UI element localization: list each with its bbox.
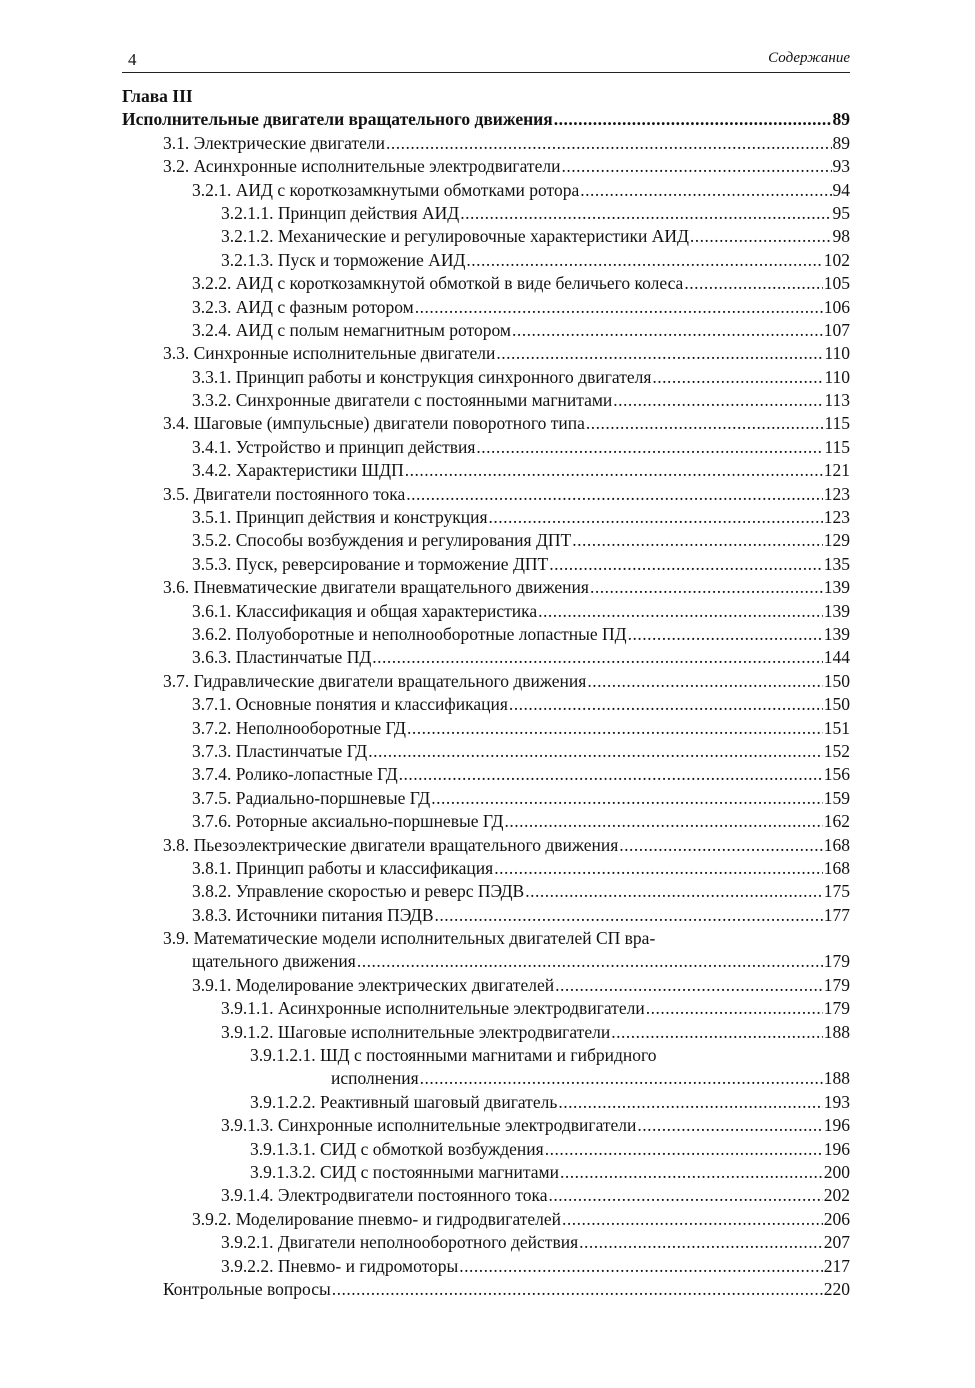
toc-entry-title: 3.6. Пневматические двигатели вращательного движения: [163, 577, 589, 598]
toc-entry[interactable]: [122, 1091, 850, 1114]
toc-entry-page: 179: [823, 974, 850, 995]
toc-entry[interactable]: [122, 1184, 850, 1207]
toc-entry-page: 139: [823, 600, 850, 621]
toc-entry[interactable]: [122, 389, 850, 412]
dot-leader: [431, 787, 823, 810]
toc-entry[interactable]: [122, 436, 850, 459]
toc-entry-page: 179: [823, 951, 850, 972]
dot-leader: [637, 1114, 822, 1137]
toc-entry-title: 3.2.4. АИД с полым немагнитным ротором: [192, 319, 511, 340]
toc-entry-title: 3.6.1. Классификация и общая характеристика: [192, 600, 538, 621]
dot-leader: [549, 553, 823, 576]
toc-entry-title: 3.2.1.1. Принцип действия АИД: [221, 202, 460, 223]
toc-entry[interactable]: [122, 249, 850, 272]
toc-entry-page: 177: [823, 904, 850, 925]
dot-leader: [459, 1255, 822, 1278]
toc-entry-page: 162: [823, 811, 850, 832]
toc-entry-title: 3.9.2. Моделирование пневмо- и гидродвигателей: [192, 1208, 562, 1229]
dot-leader: [560, 1161, 823, 1184]
dot-leader: [525, 880, 823, 903]
toc-entry-page: 93: [832, 156, 850, 177]
dot-leader: [372, 646, 822, 669]
toc-entry-title: 3.9.1.2.2. Реактивный шаговый двигатель: [250, 1091, 558, 1112]
toc-entry[interactable]: [122, 787, 850, 810]
toc-entry[interactable]: [122, 950, 850, 973]
toc-entry-title: 3.2.1.3. Пуск и торможение АИД: [221, 249, 466, 270]
dot-leader: [406, 483, 822, 506]
toc-entry[interactable]: [122, 1114, 850, 1137]
toc-entry[interactable]: [122, 763, 850, 786]
toc-entry-page: 193: [823, 1091, 850, 1112]
toc-entry-title: 3.5.2. Способы возбуждения и регулирования ДПТ: [192, 530, 572, 551]
dot-leader: [548, 1184, 822, 1207]
toc-entry-title: 3.3.1. Принцип работы и конструкция синхронного двигателя: [192, 366, 652, 387]
dot-leader: [476, 436, 823, 459]
dot-leader: [613, 389, 823, 412]
toc-entry-title: 3.5. Двигатели постоянного тока: [163, 483, 406, 504]
toc-entry-page: 168: [823, 834, 850, 855]
toc-entry-title: 3.9.1.3.2. СИД с постоянными магнитами: [250, 1161, 559, 1182]
toc-entry[interactable]: [122, 646, 850, 669]
dot-leader: [646, 997, 823, 1020]
toc-entry-page: 123: [823, 507, 850, 528]
toc-entry-title: 3.4.2. Характеристики ШДП: [192, 460, 404, 481]
toc-entry-page: 206: [823, 1208, 850, 1229]
toc-entry-title: 3.8. Пьезоэлектрические двигатели вращательного движения: [163, 834, 619, 855]
dot-leader: [590, 576, 823, 599]
toc-entry-page: 196: [823, 1138, 850, 1159]
dot-leader: [652, 366, 823, 389]
toc-entry-title: Исполнительные двигатели вращательного движения: [122, 109, 553, 130]
toc-entry-title: 3.2.3. АИД с фазным ротором: [192, 296, 414, 317]
dot-leader: [405, 459, 823, 482]
toc-entry[interactable]: [122, 904, 850, 927]
toc-entry-page: 89: [832, 109, 850, 130]
page-number: 4: [128, 50, 137, 69]
toc-entry[interactable]: [122, 810, 850, 833]
dot-leader: [587, 670, 822, 693]
toc-entry[interactable]: [122, 553, 850, 576]
toc-entry-page: 89: [832, 132, 850, 153]
toc-entry-page: 159: [823, 787, 850, 808]
dot-leader: [415, 296, 823, 319]
toc-entry-title: 3.8.1. Принцип работы и классификация: [192, 857, 494, 878]
dot-leader: [509, 693, 823, 716]
toc-entry-title: 3.5.3. Пуск, реверсирование и торможение ДПТ: [192, 553, 549, 574]
toc-entry-page: 188: [823, 1021, 850, 1042]
dot-leader: [611, 1021, 823, 1044]
toc-entry-page: 139: [823, 577, 850, 598]
toc-entry-title: 3.9.1.2. Шаговые исполнительные электродвигатели: [221, 1021, 611, 1042]
toc-entry-title: 3.9.1. Моделирование электрических двигателей: [192, 974, 555, 995]
toc-entry[interactable]: [122, 1255, 850, 1278]
toc-entry-page: 156: [823, 764, 850, 785]
toc-entry-title: 3.6.2. Полуоборотные и неполнооборотные лопастные ПД: [192, 623, 627, 644]
dot-leader: [399, 763, 823, 786]
page-header: [122, 46, 850, 73]
toc-entry-title: 3.4.1. Устройство и принцип действия: [192, 436, 476, 457]
toc-entry[interactable]: [122, 179, 850, 202]
toc-entry[interactable]: [122, 1278, 850, 1301]
dot-leader: [555, 974, 823, 997]
toc-entry-page: 129: [823, 530, 850, 551]
toc-entry-page: 217: [823, 1255, 850, 1276]
toc-entry[interactable]: [122, 272, 850, 295]
dot-leader: [512, 319, 823, 342]
toc-entry-page: 150: [823, 670, 850, 691]
dot-leader: [435, 904, 823, 927]
toc-entry[interactable]: [122, 1021, 850, 1044]
dot-leader: [538, 600, 823, 623]
toc-entry[interactable]: [122, 600, 850, 623]
dot-leader: [407, 717, 823, 740]
dot-leader: [628, 623, 823, 646]
toc-entry[interactable]: [122, 412, 850, 435]
toc-entry-page: 179: [823, 998, 850, 1019]
dot-leader: [690, 225, 832, 248]
toc-entry-title: 3.9.1.3. Синхронные исполнительные электродвигатели: [221, 1115, 637, 1136]
toc-entry-page: 196: [823, 1115, 850, 1136]
toc-entry[interactable]: [122, 1208, 850, 1231]
toc-entry[interactable]: [122, 717, 850, 740]
toc-entry[interactable]: [122, 319, 850, 342]
toc-entry-title: 3.2.1.2. Механические и регулировочные характеристики АИД: [221, 226, 689, 247]
running-title: Содержание: [768, 50, 850, 66]
toc-entry[interactable]: [122, 997, 850, 1020]
toc-entry-page: 94: [832, 179, 850, 200]
toc-entry-page: 107: [823, 319, 850, 340]
toc-entry[interactable]: [122, 155, 850, 178]
toc-entry-page: 95: [832, 202, 850, 223]
toc-entry-title: 3.2.1. АИД с короткозамкнутыми обмотками ротора: [192, 179, 580, 200]
toc-entry-page: 115: [824, 436, 850, 457]
toc-entry[interactable]: [122, 693, 850, 716]
toc-entry-title: Контрольные вопросы: [163, 1278, 331, 1299]
toc-entry[interactable]: [122, 834, 850, 857]
toc-entry-title: 3.3.2. Синхронные двигатели с постоянными магнитами: [192, 390, 613, 411]
toc-entry-title: 3.7.3. Пластинчатые ГД: [192, 740, 368, 761]
toc-entry-page: 202: [823, 1185, 850, 1206]
toc-entry-page: 207: [823, 1232, 850, 1253]
toc-entry-title: 3.6.3. Пластинчатые ПД: [192, 647, 372, 668]
dot-leader: [561, 155, 831, 178]
toc-entry[interactable]: [122, 342, 850, 365]
dot-leader: [504, 810, 822, 833]
dot-leader: [420, 1067, 823, 1090]
toc-entry-page: 110: [824, 366, 850, 387]
toc-entry[interactable]: [122, 880, 850, 903]
toc-entry-title: 3.7. Гидравлические двигатели вращательного движения: [163, 670, 587, 691]
dot-leader: [684, 272, 822, 295]
toc-entry-wrapped-line: 3.9. Математические модели исполнительных двигателей СП вра-: [163, 928, 656, 949]
toc-entry[interactable]: [122, 1231, 850, 1254]
dot-leader: [357, 950, 823, 973]
dot-leader: [489, 506, 823, 529]
toc-entry-page: 115: [824, 413, 850, 434]
toc-entry[interactable]: [122, 202, 850, 225]
toc-entry-chapter-title[interactable]: [122, 108, 850, 131]
toc-entry-page: 110: [824, 343, 850, 364]
toc-entry-page: 220: [823, 1278, 850, 1299]
toc-entry-page: 151: [823, 717, 850, 738]
dot-leader: [619, 834, 822, 857]
toc-entry-title: 3.7.5. Радиально-поршневые ГД: [192, 787, 431, 808]
dot-leader: [545, 1138, 823, 1161]
dot-leader: [558, 1091, 822, 1114]
dot-leader: [494, 857, 823, 880]
toc-entry[interactable]: [122, 132, 850, 155]
toc-entry[interactable]: [122, 483, 850, 506]
toc-entry-title: 3.1. Электрические двигатели: [163, 132, 386, 153]
toc-entry-title: 3.4. Шаговые (импульсные) двигатели поворотного типа: [163, 413, 585, 434]
dot-leader: [586, 412, 824, 435]
toc-entry-title: 3.7.2. Неполнооборотные ГД: [192, 717, 406, 738]
dot-leader: [496, 342, 823, 365]
toc-entry-title: 3.5.1. Принцип действия и конструкция: [192, 507, 488, 528]
toc-entry-page: 144: [823, 647, 850, 668]
toc-entry[interactable]: [122, 366, 850, 389]
toc-entry[interactable]: [122, 1067, 850, 1090]
toc-entry-title: щательного движения: [192, 951, 356, 972]
toc-entry-page: 200: [823, 1161, 850, 1182]
toc-entry[interactable]: [122, 296, 850, 319]
toc-entry-title: 3.7.1. Основные понятия и классификация: [192, 694, 508, 715]
dot-leader: [562, 1208, 823, 1231]
toc-entry-page: 139: [823, 623, 850, 644]
toc-entry-title: 3.9.1.3.1. СИД с обмоткой возбуждения: [250, 1138, 544, 1159]
dot-leader: [579, 1231, 823, 1254]
dot-leader: [332, 1278, 823, 1301]
toc-entry-page: 135: [823, 553, 850, 574]
toc-entry-page: 188: [823, 1068, 850, 1089]
table-of-contents: [122, 85, 850, 1301]
toc-entry-title: 3.8.3. Источники питания ПЭДВ: [192, 904, 434, 925]
toc-entry-title: 3.9.2.2. Пневмо- и гидромоторы: [221, 1255, 459, 1276]
dot-leader: [386, 132, 831, 155]
toc-entry-page: 102: [823, 249, 850, 270]
toc-entry[interactable]: [122, 670, 850, 693]
toc-entry[interactable]: [122, 623, 850, 646]
toc-entry-page: 168: [823, 857, 850, 878]
chapter-label: Глава III: [122, 86, 193, 106]
toc-entry-title: 3.3. Синхронные исполнительные двигатели: [163, 343, 496, 364]
dot-leader: [580, 179, 831, 202]
toc-entry-page: 150: [823, 694, 850, 715]
toc-entry[interactable]: [122, 225, 850, 248]
dot-leader: [554, 108, 832, 131]
toc-entry[interactable]: [122, 576, 850, 599]
toc-entry-title: 3.9.2.1. Двигатели неполнооборотного действия: [221, 1232, 579, 1253]
toc-entry[interactable]: [122, 529, 850, 552]
toc-entry-page: 98: [832, 226, 850, 247]
dot-leader: [466, 249, 822, 272]
toc-entry[interactable]: [122, 974, 850, 997]
toc-entry[interactable]: [122, 506, 850, 529]
toc-entry-page: 121: [823, 460, 850, 481]
toc-entry-page: 113: [824, 390, 850, 411]
toc-entry-title: 3.9.1.4. Электродвигатели постоянного тока: [221, 1185, 548, 1206]
toc-entry-page: 105: [823, 273, 850, 294]
dot-leader: [460, 202, 831, 225]
toc-entry-title: 3.7.6. Роторные аксиально-поршневые ГД: [192, 811, 504, 832]
toc-entry-title: исполнения: [331, 1068, 419, 1089]
dot-leader: [572, 529, 823, 552]
dot-leader: [368, 740, 823, 763]
toc-entry[interactable]: [122, 1161, 850, 1184]
toc-entry-title: 3.8.2. Управление скоростью и реверс ПЭДВ: [192, 881, 525, 902]
toc-entry[interactable]: [122, 740, 850, 763]
toc-entry[interactable]: [122, 1138, 850, 1161]
toc-entry-page: 123: [823, 483, 850, 504]
toc-entry-title: 3.2.2. АИД с короткозамкнутой обмоткой в виде беличьего колеса: [192, 273, 684, 294]
toc-entry-title: 3.7.4. Ролико-лопастные ГД: [192, 764, 398, 785]
toc-entry[interactable]: [122, 857, 850, 880]
toc-entry-wrapped-line: 3.9.1.2.1. ШД с постоянными магнитами и гибридного: [250, 1045, 657, 1066]
toc-entry-page: 175: [823, 881, 850, 902]
toc-entry-title: 3.2. Асинхронные исполнительные электродвигатели: [163, 156, 561, 177]
toc-entry-page: 106: [823, 296, 850, 317]
toc-entry[interactable]: [122, 459, 850, 482]
toc-entry-page: 152: [823, 740, 850, 761]
toc-entry-title: 3.9.1.1. Асинхронные исполнительные электродвигатели: [221, 998, 645, 1019]
